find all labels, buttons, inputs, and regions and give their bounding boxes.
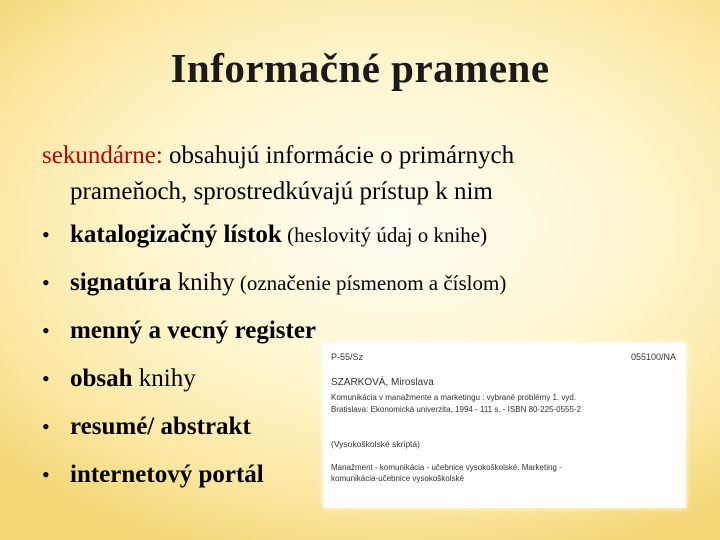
- bullet-note: (označenie písmenom a číslom): [234, 271, 507, 295]
- card-keywords-line: Manažment - komunikácia - učebnice vysokoškolské. Marketing -: [331, 463, 562, 472]
- bullet-item: [42, 220, 506, 268]
- card-title-line: Komunikácia v manažmente a marketingu : vybrané problémy 1. vyd.: [331, 393, 577, 402]
- bullet-text: knihy: [132, 365, 196, 392]
- card-author: SZARKOVÁ, Miroslava: [331, 377, 434, 388]
- bullet-dot-icon: •: [42, 318, 50, 343]
- bullet-dot-icon: •: [42, 366, 50, 391]
- slide-title: Informačné pramene: [170, 45, 550, 91]
- intro-text: obsahujú informácie o primárnych: [162, 142, 515, 169]
- bullet-bold-text: menný a vecný register: [70, 317, 317, 344]
- bullet-item: [42, 268, 506, 316]
- bullet-dot-icon: •: [42, 462, 50, 487]
- card-signature: P-55/Sz: [331, 352, 364, 362]
- bullet-dot-icon: •: [42, 222, 50, 247]
- catalog-card-image: [323, 343, 686, 508]
- bullet-note: (heslovitý údaj o knihe): [281, 223, 488, 247]
- bullet-bold-text: katalogizačný lístok: [70, 221, 282, 248]
- card-keywords-line: komunikácia-učebnice vysokoškolské: [331, 474, 464, 483]
- card-number: 055100/NA: [630, 352, 676, 362]
- intro-lead: sekundárne:: [42, 142, 163, 169]
- bullet-bold-text: resumé/ abstrakt: [70, 413, 251, 440]
- card-publisher-line: Bratislava: Ekonomická univerzita, 1994 - 111 s. - ISBN 80-225-0555-2: [331, 405, 582, 414]
- bullet-bold-text: obsah: [70, 365, 133, 392]
- card-series-note: (Vysokoškolské skriptá): [331, 439, 420, 449]
- bullet-bold-text: signatúra: [70, 269, 172, 296]
- bullet-dot-icon: •: [42, 414, 50, 439]
- bullet-text: knihy: [171, 269, 235, 296]
- bullet-bold-text: internetový portál: [70, 461, 264, 488]
- bullet-dot-icon: •: [42, 270, 50, 295]
- intro-paragraph: [42, 138, 692, 210]
- intro-continuation: prameňoch, sprostredkúvajú prístup k nim: [70, 178, 493, 205]
